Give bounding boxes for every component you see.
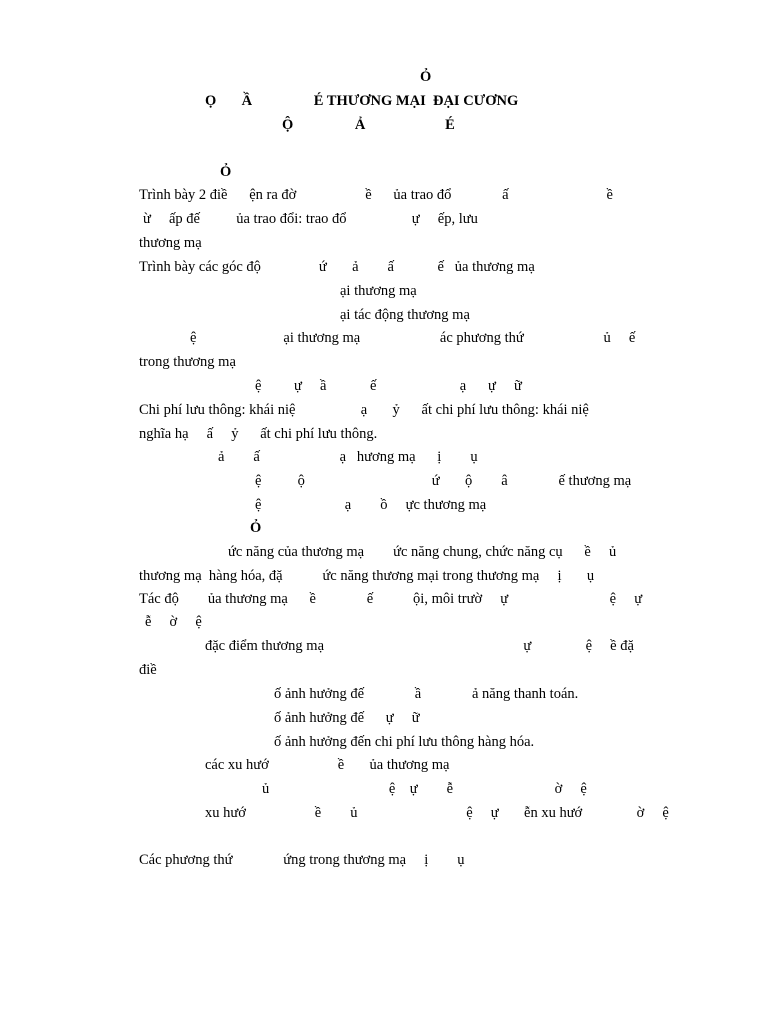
question-line: Chi phí lưu thông: khái niệ ạ ỷ ất chi phí lưu thông: khái niệ [139,402,589,418]
question-line: ố ảnh hưởng đế ự ữ [274,710,420,726]
section-heading-1: Ỏ [220,164,232,180]
question-line: ệ ại thương mạ ác phương thứ ủ ế [190,330,636,346]
question-line: Trình bày 2 điề ện ra đờ ề ủa trao đổ ấ ề [139,187,613,203]
question-line: ệ ộ ứ ộ â ế thương mạ [255,473,632,489]
question-line: ả ấ ạ hương mạ ị ụ [218,449,478,465]
document-title-line-2: Ọ Ầ É THƯƠNG MẠI ĐẠI CƯƠNG [205,93,519,109]
document-title-line-3: Ộ Ả É [282,117,455,133]
question-line: nghĩa hạ ấ ỷ ất chi phí lưu thông. [139,426,378,442]
question-line: xu hướ ề ủ ệ ự ễn xu hướ ờ ệ [205,805,669,821]
question-line: ố ảnh hưởng đến chi phí lưu thông hàng hóa. [274,734,535,750]
question-line: ệ ự ầ ế ạ ự ữ [255,378,522,394]
question-line: ố ảnh hưởng đế ầ ả năng thanh toán. [274,686,579,702]
question-line: các xu hướ ề ủa thương mạ [205,757,450,773]
document-title-line-1: Ỏ [420,69,432,85]
question-line: ức năng của thương mạ ức năng chung, chức năng cụ ề ủ [228,544,617,560]
question-line: thương mạ [139,235,202,251]
question-line: ễ ờ ệ [145,614,202,630]
question-line: ừ ấp đế ủa trao đổi: trao đổ ự ếp, lưu [143,211,478,227]
question-line: Các phương thứ ứng trong thương mạ ị ụ [139,852,465,868]
question-line: trong thương mạ [139,354,236,370]
question-line: đặc điểm thương mạ ự ệ ề đặ [205,638,634,654]
question-line: ại tác động thương mạ [340,307,470,323]
question-line: Trình bày các góc độ ứ ả ấ ế ủa thương mạ [139,259,535,275]
question-line: Tác độ ủa thương mạ ề ế ội, môi trườ ự ệ ự [139,591,643,607]
question-line: ại thương mạ [340,283,417,299]
question-line: thương mạ hàng hóa, đặ ức năng thương mại trong thương mạ ị ụ [139,568,595,584]
section-heading-2: Ỏ [250,520,262,536]
question-line: ủ ệ ự ễ ờ ệ [262,781,587,797]
question-line: ệ ạ ồ ực thương mạ [255,497,487,513]
question-line: điề [139,662,157,678]
